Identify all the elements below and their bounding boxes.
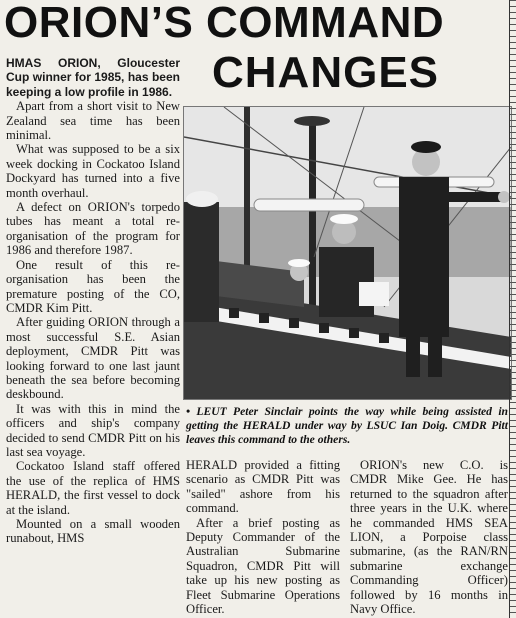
body-paragraph: After a brief posting as Deputy Commander of the Australian Submarine Squadron, CMDR Pitt will take up his new posting as Fleet Submarine Operations Officer. bbox=[186, 515, 340, 617]
body-paragraph: It was with this in mind the officers and ship's company decided to send CMDR Pitt on his last sea voyage. bbox=[6, 401, 180, 459]
photo-caption: • LEUT Peter Sinclair points the way while being assisted in getting the HERALD under way by LSUC Ian Doig. CMDR Pitt leaves this command to the others. bbox=[186, 405, 508, 446]
article-column-1 bbox=[6, 56, 180, 546]
body-paragraph: After guiding ORION through a most successful S.E. Asian deployment, CMDR Pitt was looking forward to one last jaunt beneath the sea before becoming deskbound. bbox=[6, 315, 180, 402]
body-paragraph: ORION's new C.O. is CMDR Mike Gee. He has returned to the squadron after three years in the U.K. where he commanded HMS SEA LION, a Porpoise class submarine, (as the RAN/RN submarine exchange Commanding Officer) followed by 16 months in Navy Office. bbox=[350, 458, 508, 617]
headline-line1: ORION’S COMMAND bbox=[4, 0, 445, 47]
body-paragraph: One result of this re-organisation has been the premature posting of the CO, CMDR Kim Pitt. bbox=[6, 257, 180, 315]
ship-photo bbox=[183, 106, 512, 400]
body-paragraph: What was supposed to be a six week docking in Cockatoo Island Dockyard has turned into a five month overhaul. bbox=[6, 142, 180, 200]
lead-paragraph: HMAS ORION, Gloucester Cup winner for 1985, has been keeping a low profile in 1986. bbox=[6, 56, 180, 99]
body-paragraph: Cockatoo Island staff offered the use of the replica of HMS HERALD, the first vessel to dock at the island. bbox=[6, 459, 180, 517]
article-column-3 bbox=[350, 458, 508, 616]
headline-line2: CHANGES bbox=[212, 48, 440, 97]
article-column-2 bbox=[186, 458, 340, 616]
body-paragraph: Mounted on a small wooden runabout, HMS bbox=[6, 517, 180, 546]
body-paragraph: A defect on ORION's torpedo tubes has meant a total re-organisation of the program for 1986 and therefore 1987. bbox=[6, 200, 180, 258]
ship-photo-illustration bbox=[184, 107, 511, 399]
page-edge-rule bbox=[509, 0, 516, 618]
body-paragraph: Apart from a short visit to New Zealand sea time has been minimal. bbox=[6, 99, 180, 143]
body-paragraph: HERALD provided a fitting scenario as CMDR Pitt was "sailed" ashore from his command. bbox=[186, 458, 340, 516]
